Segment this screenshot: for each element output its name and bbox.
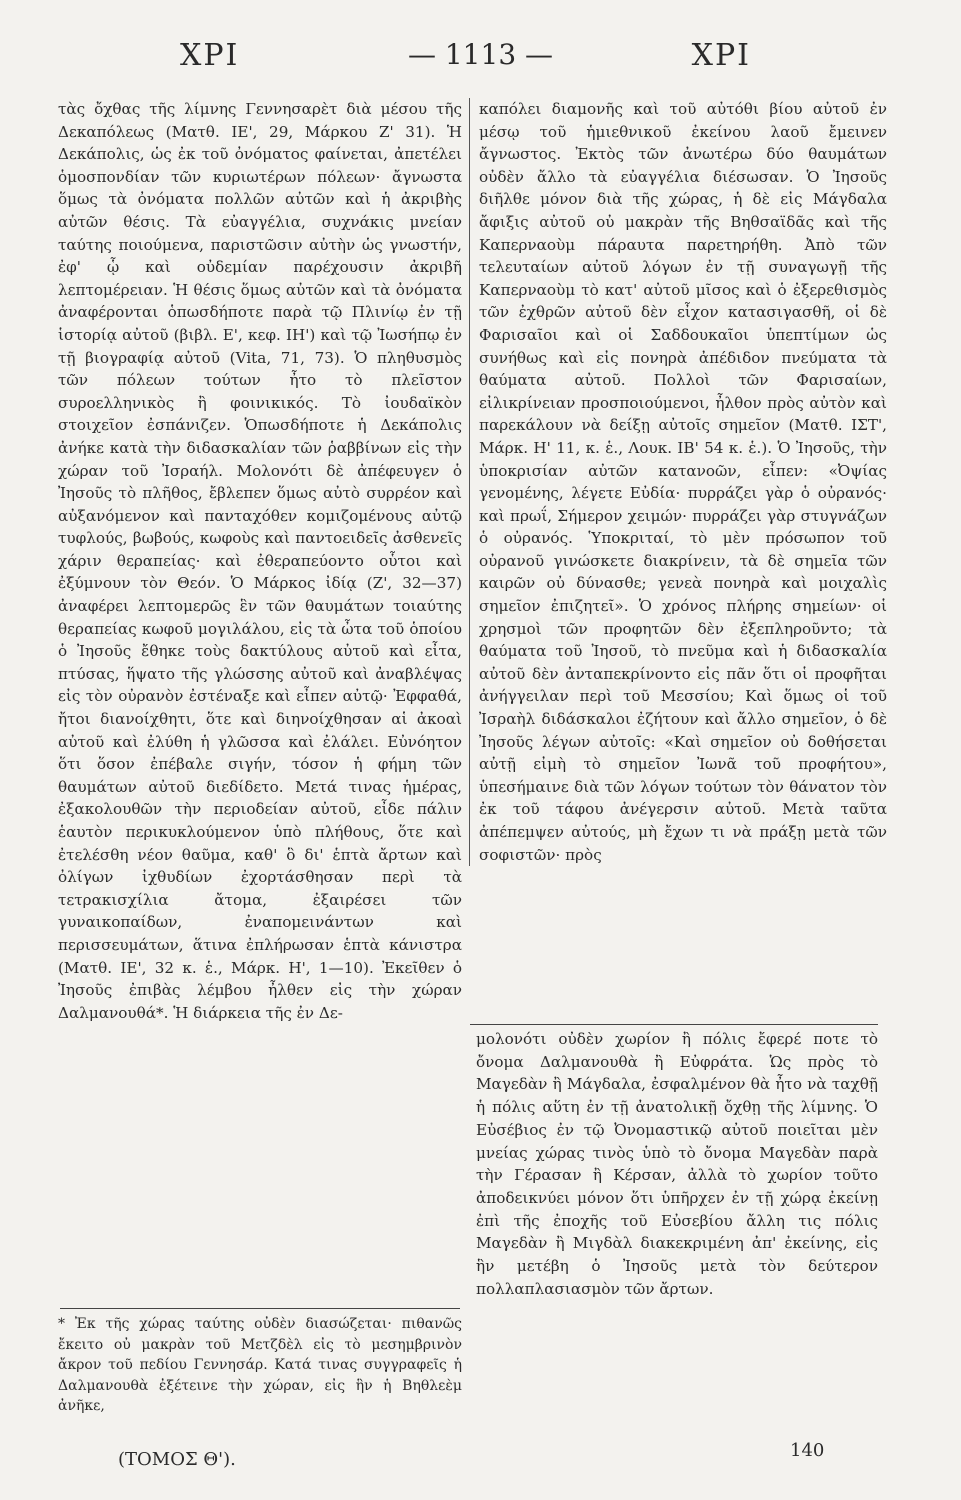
left-column-text: τὰς ὄχθας τῆς λίμνης Γεννησαρὲτ διὰ μέσου τῆς Δεκαπόλεως (Ματθ. ΙΕ', 29, Μάρκου Ζ' 31). Ἡ Δεκάπολις, ὡς ἐκ τοῦ ὀνόματος φαίνεται, ἀπετέλει ὁμοσπονδίαν τῶν κυριωτέρων πόλεων· ἄγνωστα ὅμως τὰ ὀνόματα πολλῶν αὐτῶν καὶ ἡ ἀκριβὴς αὐτῶν θέσις. Τὰ εὐαγγέλια, συχνάκις μνείαν ταύτης ποιούμενα, παριστῶσιν αὐτὴν ὡς γνωστήν, ἐφ' ᾧ καὶ οὐδεμίαν παρέχουσιν ἀκριβῆ λεπτομέρειαν. Ἡ θέσις ὅμως αὐτῶν καὶ τὰ ὀνόματα ἀναφέρονται ὁπωσδήποτε παρὰ τῷ Πλινίῳ ἐν τῇ ἱστορίᾳ αὐτοῦ (βιβλ. Ε', κεφ. ΙΗ') καὶ τῷ Ἰωσήπῳ ἐν τῇ βιογραφίᾳ αὐτοῦ (Vita, 71, 73). Ὁ πληθυσμὸς τῶν πόλεων τούτων ἦτο τὸ πλεῖστον συροελληνικὸς ἢ φοινικικός. Τὸ ἰουδαϊκὸν στοιχεῖον ἐσπάνιζεν. Ὁπωσδήποτε ἡ Δεκάπολις ἀνήκε κατὰ τὴν διδασκαλίαν τῶν ῥαββίνων εἰς τὴν χώραν τοῦ Ἰσραήλ. Μολονότι δὲ ἀπέφευγεν ὁ Ἰησοῦς τὸ πλῆθος, ἔβλεπεν ὅμως αὐτὸ συρρέον καὶ αὐξανόμενον καὶ πανταχόθεν κομιζομένους αὐτῷ τυφλούς, βωβούς, κωφοὺς καὶ παντοειδεῖς ἀσθενεῖς χάριν θεραπείας· καὶ ἐθεραπεύοντο οὗτοι καὶ ἐξύμνουν τὸν Θεόν. Ὁ Μάρκος ἰδίᾳ (Ζ', 32—37) ἀναφέρει λεπτομερῶς ἓν τῶν θαυμάτων τοιαύτης θεραπείας κωφοῦ μογιλάλου, εἰς τὰ ὦτα τοῦ ὁποίου ὁ Ἰησοῦς ἔθηκε τοὺς δακτύλους αὐτοῦ καὶ εἶτα, πτύσας, ἥψατο τῆς γλώσσης αὐτοῦ καὶ ἀναβλέψας εἰς τὸν οὐρανὸν ἐστέναξε καὶ εἶπεν αὐτῷ· Ἐφφαθά, ἤτοι διανοίχθητι, ὅτε καὶ διηνοίχθησαν αἱ ἀκοαὶ αὐτοῦ καὶ ἐλύθη ἡ γλῶσσα καὶ ἐλάλει. Εὐνόητον ὅτι ὅσον ἐπέβαλε σιγήν, τόσον ἡ φήμη τῶν θαυμάτων αὐτοῦ διεδίδετο. Μετά τινας ἡμέρας, ἐξακολουθῶν τὴν περιοδείαν αὐτοῦ, εἶδε πάλιν ἑαυτὸν περικυκλούμενον ὑπὸ πλήθους, ὅτε καὶ ἐτελέσθη νέον θαῦμα, καθ' ὃ δι' ἑπτὰ ἄρτων καὶ ὀλίγων ἰχθυδίων ἐχορτάσθησαν περὶ τὰ τετρακισχίλια ἄτομα, ἐξαιρέσει τῶν γυναικοπαίδων, ἐναπομεινάντων καὶ περισσευμάτων, ἅτινα ἐπλήρωσαν ἑπτὰ κάνιστρα (Ματθ. ΙΕ', 32 κ. ἑ., Μάρκ. Η', 1—10). Ἐκεῖθεν ὁ Ἰησοῦς ἐπιβὰς λέμβου ἦλθεν εἰς τὴν χώραν Δαλμανουθά*. Ἡ διάρκεια τῆς ἐν Δε- [58, 100, 462, 1022]
right-column-text: καπόλει διαμονῆς καὶ τοῦ αὐτόθι βίου αὐτοῦ ἐν μέσῳ τοῦ ἡμιεθνικοῦ ἐκείνου λαοῦ ἔμεινεν ἄγνωστος. Ἐκτὸς τῶν ἀνωτέρω δύο θαυμάτων οὐδὲν ἄλλο τὰ εὐαγγέλια διέσωσαν. Ὁ Ἰησοῦς διῆλθε μόνον διὰ τῆς χώρας, ἡ δὲ εἰς Μάγδαλα ἄφιξις αὐτοῦ οὐ μακρὰν τῆς Βηθσαϊδᾶς καὶ τῆς Καπερναοὺμ πάραυτα παρετηρήθη. Ἀπὸ τῶν τελευταίων αὐτοῦ λόγων ἐν τῇ συναγωγῇ τῆς Καπερναοὺμ τὸ κατ' αὐτοῦ μῖσος καὶ ὁ ἐξερεθισμὸς τῶν ἐχθρῶν αὐτοῦ δὲν εἶχον κατασιγασθῆ, οἱ δὲ Φαρισαῖοι καὶ οἱ Σαδδουκαῖοι ὑπεπτίμων ὡς συνήθως καὶ εἰς πονηρὰ ἀπέδιδον πνεύματα τὰ θαύματα αὐτοῦ. Πολλοὶ τῶν Φαρισαίων, εἰλικρίνειαν προσποιούμενοι, ἦλθον πρὸς αὐτὸν καὶ παρεκάλουν νὰ δείξῃ αὐτοῖς σημεῖον (Ματθ. ΙΣΤ', Μάρκ. Η' 11, κ. ἑ., Λουκ. ΙΒ' 54 κ. ἑ.). Ὁ Ἰησοῦς, τὴν ὑποκρισίαν αὐτῶν κατανοῶν, εἶπεν: «Ὀψίας γενομένης, λέγετε Εὐδία· πυρράζει γὰρ ὁ οὐρανός· καὶ πρωΐ, Σήμερον χειμών· πυρράζει γὰρ στυγνάζων ὁ οὐρανός. Ὑποκριταί, τὸ μὲν πρόσωπον τοῦ οὐρανοῦ γινώσκετε διακρίνειν, τὰ δὲ σημεῖα τῶν καιρῶν οὐ δύνασθε; γενεὰ πονηρὰ καὶ μοιχαλὶς σημεῖον ἐπιζητεῖ». Ὁ χρόνος πλήρης σημείων· οἱ χρησμοὶ τῶν προφητῶν δὲν ἐξεπληροῦντο; τὰ θαύματα τοῦ Ἰησοῦ, τὸ πνεῦμα καὶ ἡ διδασκαλία αὐτοῦ δὲν ἀνταπεκρίνοντο εἰς πᾶν ὅτι οἱ προφῆται ἀνήγγειλαν περὶ τοῦ Μεσσίου; Καὶ ὅμως οἱ τοῦ Ἰσραὴλ διδάσκαλοι ἐζήτουν καὶ ἄλλο σημεῖον, ὁ δὲ Ἰησοῦς λέγων αὐτοῖς: «Καὶ σημεῖον οὐ δοθήσεται αὐτῇ εἰμὴ τὸ σημεῖον Ἰωνᾶ τοῦ προφήτου», ὑπεσήμαινε διὰ τῶν λόγων τούτων τὸν θάνατον τὸν ἐκ τοῦ τάφου ἀνέγερσιν αὐτοῦ. Μετὰ ταῦτα ἀπέπεμψεν αὐτούς, μὴ ἔχων τι νὰ πράξῃ μετὰ τῶν σοφιστῶν· πρὸς [479, 100, 887, 864]
signature-number: 140 [790, 1440, 825, 1461]
header-page-number: — 1113 — [407, 38, 554, 71]
note-divider [470, 1024, 878, 1025]
right-footnote-continuation: μολονότι οὐδὲν χωρίον ἢ πόλις ἔφερέ ποτε τὸ ὄνομα Δαλμανουθὰ ἢ Εὐφράτα. Ὡς πρὸς τὸ Μαγεδὰν ἢ Μάγδαλα, ἐσφαλμένον θὰ ἦτο νὰ ταχθῇ ἡ πόλις αὕτη ἐν τῇ ἀνατολικῇ ὄχθῃ τῆς λίμνης. Ὁ Εὐσέβιος ἐν τῷ Ὀνομαστικῷ αὐτοῦ ποιεῖται μὲν μνείας χώρας τινὸς ὑπὸ τὸ ὄνομα Μαγεδὰν παρὰ τὴν Γέρασαν ἢ Κέρσαν, ἀλλὰ τὸ χωρίον τοῦτο ἀποδεικνύει μόνον ὅτι ὑπῆρχεν ἐν τῇ χώρᾳ ἐκείνῃ ἐπὶ τῆς ἐποχῆς τοῦ Εὐσεβίου ἄλλη τις πόλις Μαγεδὰν ἢ Μιγδὰλ διακεκριμένη ἀπ' ἐκείνης, εἰς ἣν μετέβη ὁ Ἰησοῦς μετὰ τὸν δεύτερον πολλαπλασιασμὸν τῶν ἄρτων. [476, 1030, 878, 1298]
left-footnote: * Ἐκ τῆς χώρας ταύτης οὐδὲν διασώζεται· πιθανῶς ἔκειτο οὐ μακρὰν τοῦ Μετζδὲλ εἰς τὸ μεσημβρινὸν ἄκρον τοῦ πεδίου Γεννησάρ. Κατά τινας συγγραφεῖς ἡ Δαλμανουθὰ ἐξέτεινε τὴν χώραν, εἰς ἣν ἡ Βηθλεὲμ ἀνῆκε, [58, 1316, 462, 1414]
right-column [469, 98, 887, 866]
volume-signature: (ΤΟΜΟΣ Θ'). [118, 1449, 236, 1470]
footnote-divider [60, 1308, 460, 1309]
header-left-keyword: XPI [180, 38, 240, 73]
running-header [60, 38, 901, 88]
left-column [58, 98, 462, 1024]
header-right-keyword: XPI [691, 38, 751, 73]
